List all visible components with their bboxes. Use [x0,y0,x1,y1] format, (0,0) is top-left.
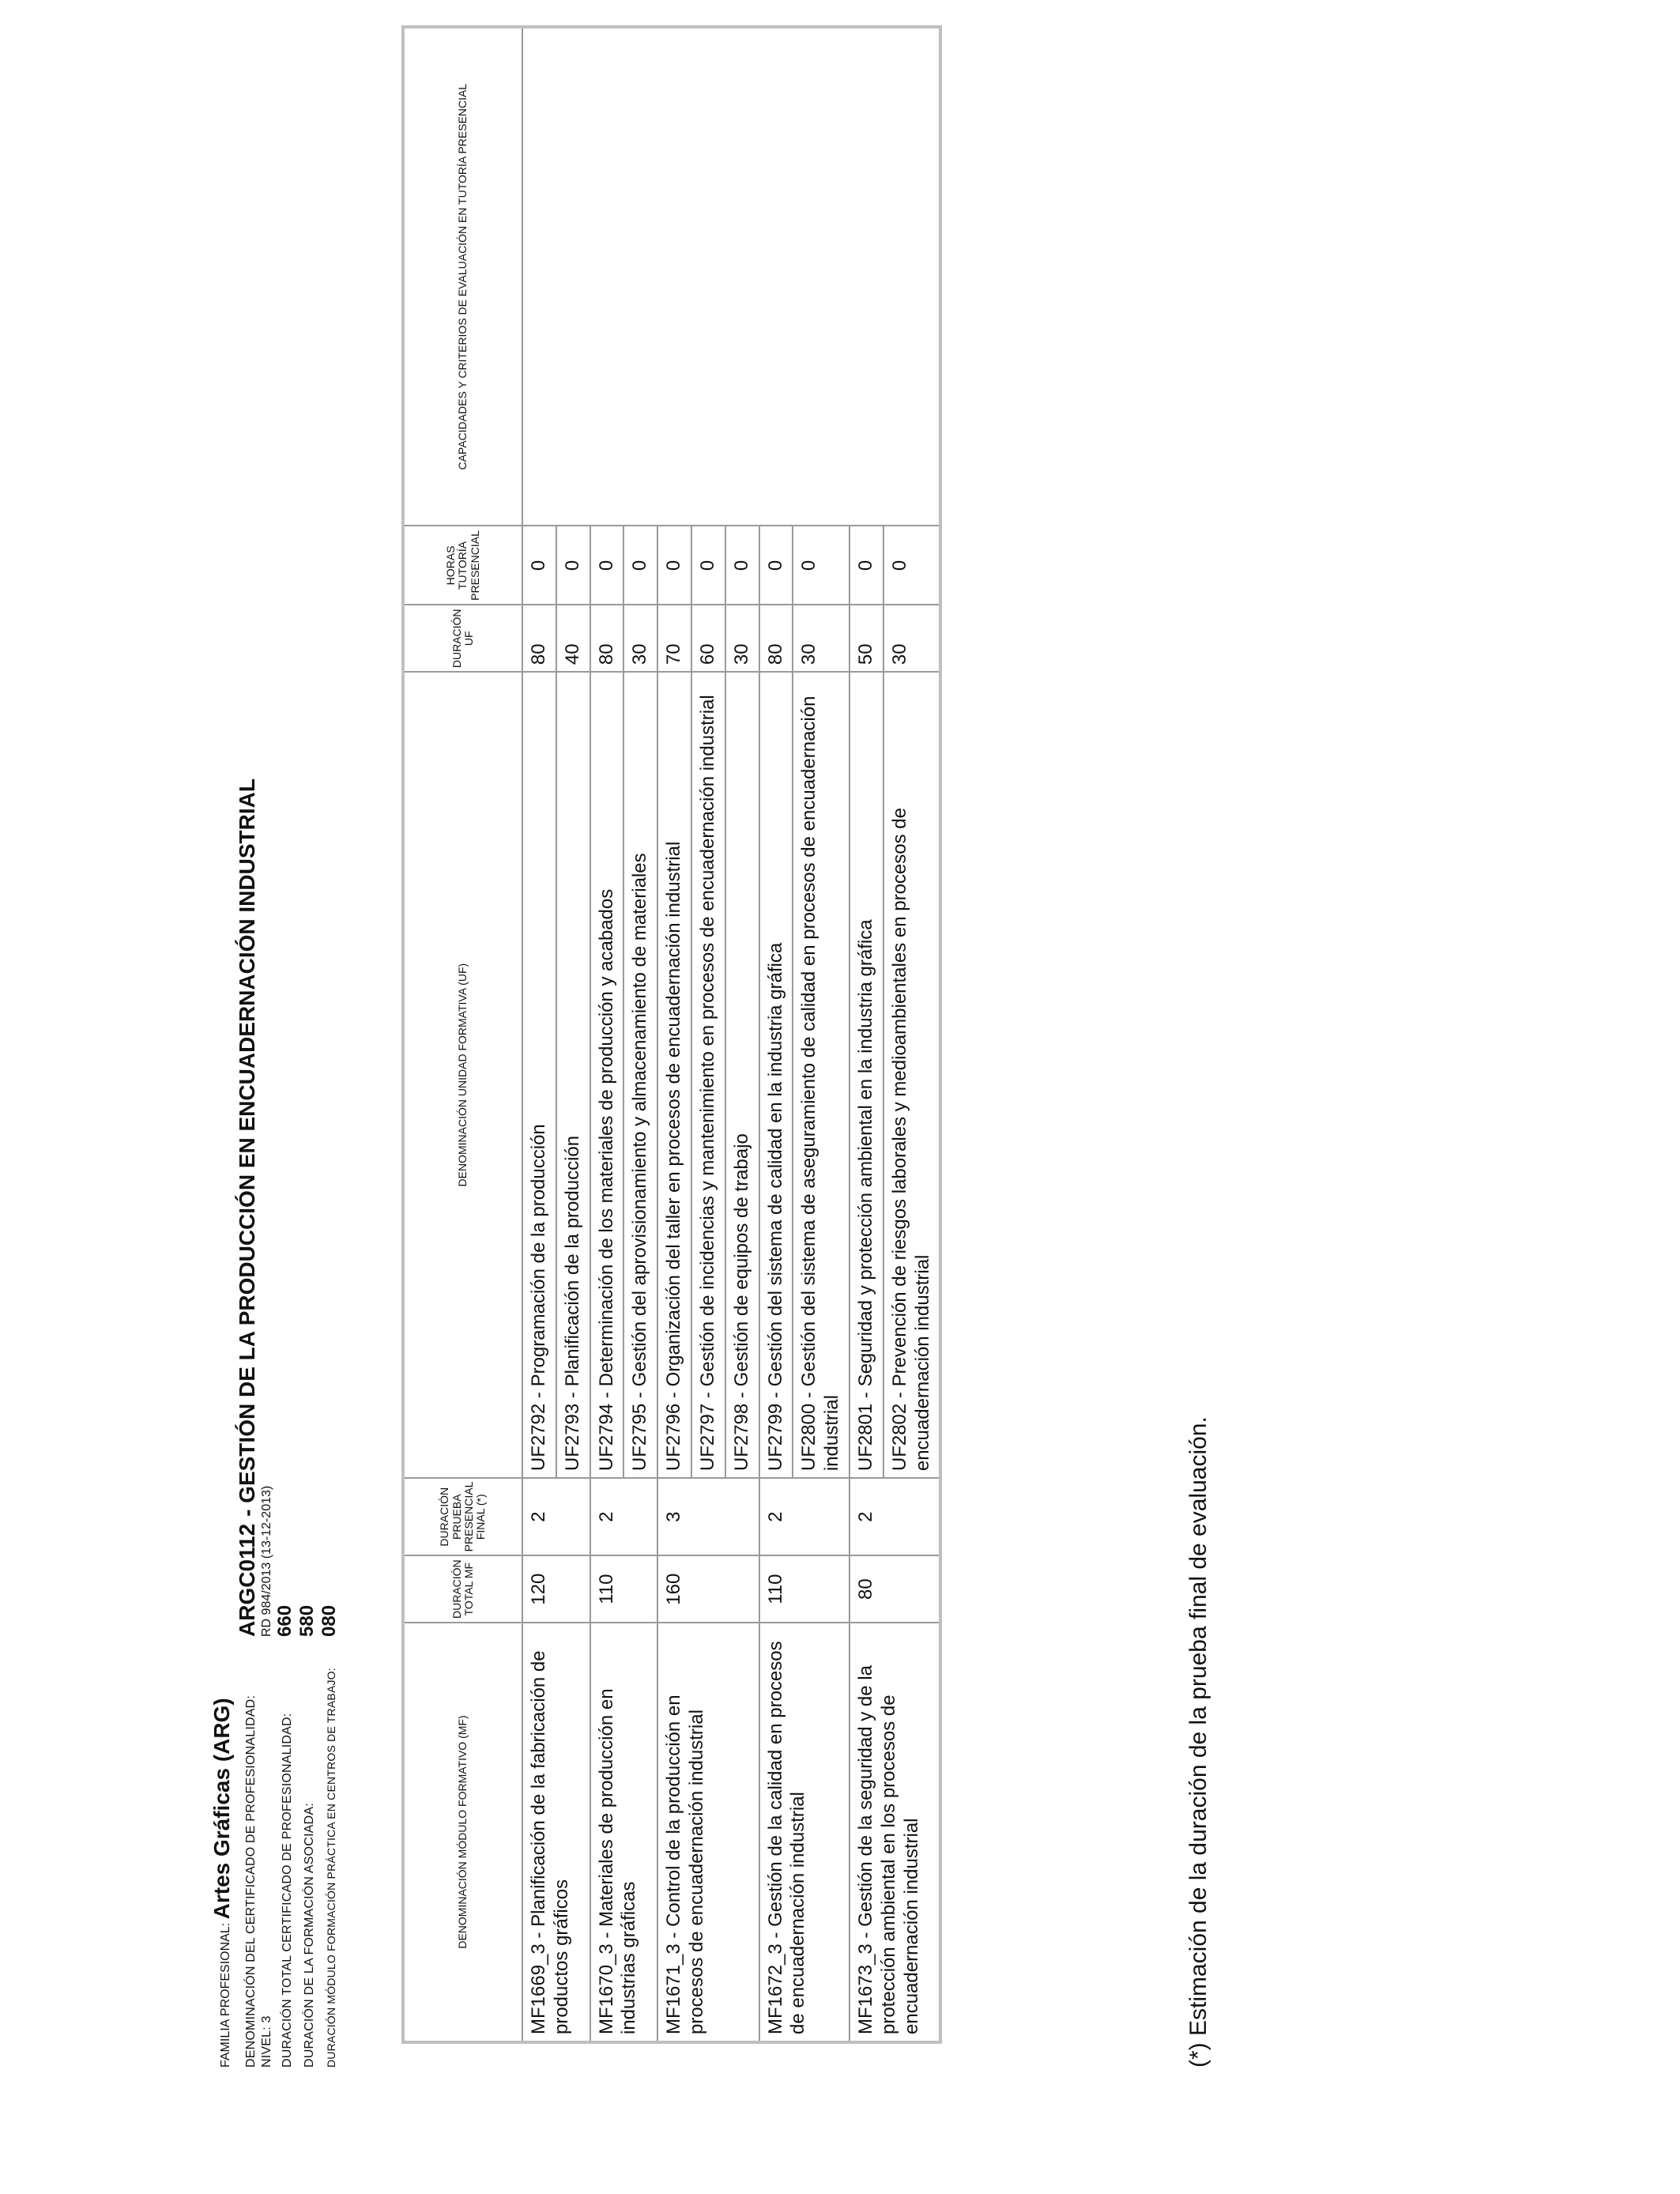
header-mf: DENOMINACIÓN MÓDULO FORMATIVO (MF) [403,1623,522,2042]
header-horas: HORAS TUTORÍA PRESENCIAL [403,526,522,605]
duracion-formacion-value: 580 [296,1604,318,1637]
duracion-practica-value: 080 [318,1604,340,1637]
uf-name-cell: UF2796 - Organización del taller en procesos de encuadernación industrial [657,672,691,1478]
tutoria-hours-cell: 0 [883,526,941,605]
mf-duration-cell: 120 [522,1555,590,1623]
prueba-duration-cell: 2 [522,1478,590,1555]
uf-duration-cell: 80 [522,605,556,672]
tutoria-hours-cell: 0 [522,526,556,605]
header-dur-uf: DURACIÓN UF [403,605,522,672]
denominacion-row [235,778,260,2068]
uf-duration-cell: 30 [623,605,657,672]
uf-duration-cell: 60 [691,605,725,672]
duracion-formacion-row [296,778,318,2068]
familia-row [209,778,235,2068]
uf-duration-cell: 50 [849,605,883,672]
prueba-duration-cell: 2 [759,1478,849,1555]
duracion-total-label: DURACIÓN TOTAL CERTIFICADO DE PROFESIONALIDAD: [281,1713,294,2068]
uf-name-cell: UF2801 - Seguridad y protección ambiental en la industria gráfica [849,672,883,1478]
prueba-duration-cell: 3 [657,1478,759,1555]
denominacion-label: DENOMINACIÓN DEL CERTIFICADO DE PROFESIONALIDAD: [244,1695,258,2068]
table-header-row [403,27,522,2042]
header-uf: DENOMINACIÓN UNIDAD FORMATIVA (UF) [403,672,522,1478]
capacidades-cell [522,27,940,526]
uf-duration-cell: 30 [725,605,759,672]
mf-name-cell: MF1669_3 - Planificación de la fabricación de productos gráficos [522,1623,590,2042]
footnote: (*) Estimación de la duración de la prueba final de evaluación. [1185,1416,1211,2068]
duracion-total-value: 660 [274,1604,296,1637]
tutoria-hours-cell: 0 [725,526,759,605]
uf-name-cell: UF2798 - Gestión de equipos de trabajo [725,672,759,1478]
tutoria-hours-cell: 0 [590,526,624,605]
mf-name-cell: MF1670_3 - Materiales de producción en industrias gráficas [590,1623,658,2042]
mf-duration-cell: 110 [590,1555,658,1623]
header-dur-prueba: DURACIÓN PRUEBA PRESENCIAL FINAL (*) [403,1478,522,1555]
uf-duration-cell: 70 [657,605,691,672]
table-row [522,27,556,2042]
header-dur-mf: DURACIÓN TOTAL MF [403,1555,522,1623]
mf-name-cell: MF1671_3 - Control de la producción en procesos de encuadernación industrial [657,1623,759,2042]
mf-name-cell: MF1672_3 - Gestión de la calidad en procesos de encuadernación industrial [759,1623,849,2042]
uf-name-cell: UF2793 - Planificación de la producción [556,672,590,1478]
uf-duration-cell: 80 [759,605,793,672]
prueba-duration-cell: 2 [849,1478,940,1555]
uf-name-cell: UF2792 - Programación de la producción [522,672,556,1478]
tutoria-hours-cell: 0 [623,526,657,605]
cert-title: - GESTIÓN DE LA PRODUCCIÓN EN ENCUADERNACIÓN INDUSTRIAL [235,778,259,1517]
tutoria-hours-cell: 0 [759,526,793,605]
mf-duration-cell: 160 [657,1555,759,1623]
duracion-practica-label: DURACIÓN MÓDULO FORMACIÓN PRÁCTICA EN CENTROS DE TRABAJO: [325,1668,337,2068]
rd-value: RD 984/2013 (13-12-2013) [260,1485,273,1637]
uf-name-cell: UF2795 - Gestión del aprovisionamiento y almacenamiento de materiales [623,672,657,1478]
uf-name-cell: UF2800 - Gestión del sistema de aseguramiento de calidad en procesos de encuadernación industrial [793,672,849,1478]
nivel-label: NIVEL: 3 [260,2015,273,2068]
certificate-header [209,778,341,2068]
nivel-row [260,778,274,2068]
uf-name-cell: UF2797 - Gestión de incidencias y mantenimiento en procesos de encuadernación industrial [691,672,725,1478]
uf-name-cell: UF2799 - Gestión del sistema de calidad en la industria gráfica [759,672,793,1478]
duracion-total-row [274,778,296,2068]
uf-duration-cell: 80 [590,605,624,672]
tutoria-hours-cell: 0 [657,526,691,605]
mf-name-cell: MF1673_3 - Gestión de la seguridad y de la protección ambiental en los procesos de encuadernación industrial [849,1623,940,2042]
uf-name-cell: UF2794 - Determinación de los materiales de producción y acabados [590,672,624,1478]
duracion-formacion-label: DURACIÓN DE LA FORMACIÓN ASOCIADA: [303,1803,316,2068]
tutoria-hours-cell: 0 [793,526,849,605]
tutoria-hours-cell: 0 [691,526,725,605]
tutoria-hours-cell: 0 [556,526,590,605]
uf-name-cell: UF2802 - Prevención de riesgos laborales y medioambientales en procesos de encuadernación industrial [883,672,941,1478]
table-body [522,27,940,2042]
tutoria-hours-cell: 0 [849,526,883,605]
uf-duration-cell: 40 [556,605,590,672]
uf-duration-cell: 30 [883,605,941,672]
mf-duration-cell: 80 [849,1555,940,1623]
uf-duration-cell: 30 [793,605,849,672]
modules-table [401,25,942,2044]
prueba-duration-cell: 2 [590,1478,658,1555]
cert-code: ARGC0112 [235,1523,259,1637]
familia-value: Artes Gráficas (ARG) [209,1698,234,1920]
duracion-practica-row [318,778,341,2068]
mf-duration-cell: 110 [759,1555,849,1623]
familia-label: FAMILIA PROFESIONAL: [219,1922,232,2068]
header-capacidades: CAPACIDADES Y CRITERIOS DE EVALUACIÓN EN TUTORÍA PRESENCIAL [403,27,522,526]
